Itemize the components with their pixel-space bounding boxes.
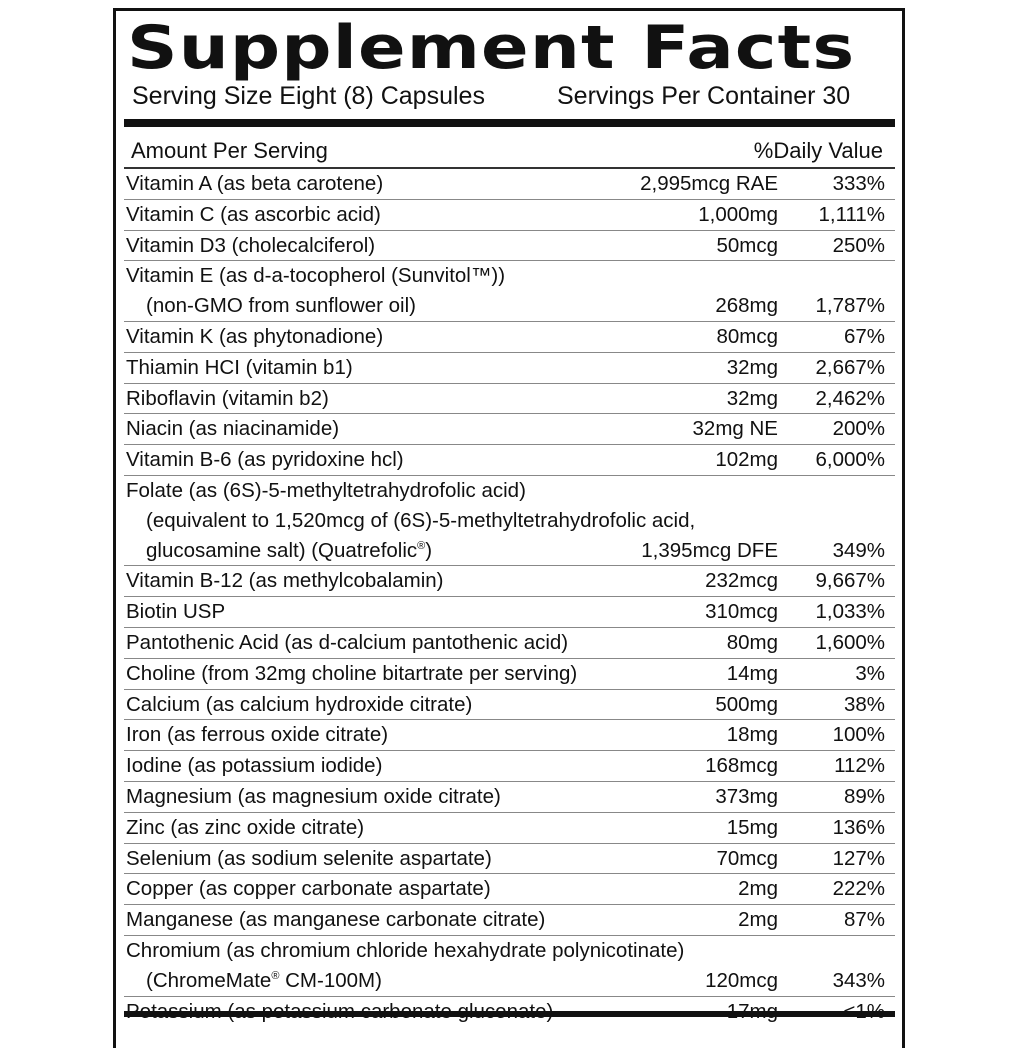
nutrient-daily-value: 222%	[832, 877, 885, 901]
nutrient-daily-value: 333%	[832, 172, 885, 195]
nutrient-daily-value: 67%	[843, 324, 885, 348]
nutrient-name-line	[124, 966, 895, 996]
nutrient-daily-value: 136%	[832, 815, 885, 839]
nutrient-name-line	[124, 782, 895, 812]
nutrient-name: Biotin USP	[126, 600, 226, 624]
top-divider-bar	[124, 119, 895, 127]
nutrient-name: (non-GMO from sunflower oil)	[146, 294, 416, 318]
nutrient-amount: 1,000mg	[698, 202, 778, 226]
nutrient-name-line	[124, 506, 895, 536]
nutrient-name: Vitamin B-6 (as pyridoxine hcl)	[126, 448, 404, 472]
nutrient-daily-value: 343%	[832, 968, 885, 992]
nutrient-amount: 80mcg	[716, 324, 778, 348]
nutrient-daily-value: 38%	[843, 692, 885, 716]
nutrient-daily-value: 89%	[843, 784, 885, 808]
nutrient-daily-value: 100%	[832, 723, 885, 747]
nutrient-amount: 18mg	[726, 723, 778, 747]
nutrient-name-line	[124, 874, 895, 904]
nutrient-amount: 1,395mcg DFE	[641, 538, 778, 562]
nutrient-name-line	[124, 322, 895, 352]
nutrient-name-line	[124, 231, 895, 261]
nutrient-name-line	[124, 476, 895, 506]
nutrient-name-line	[124, 261, 895, 291]
nutrient-daily-value: 87%	[843, 908, 885, 932]
nutrient-amount: 32mg	[726, 386, 778, 410]
nutrient-row	[124, 566, 895, 597]
nutrient-name: Riboflavin (vitamin b2)	[126, 386, 329, 410]
nutrient-name-line	[124, 169, 895, 199]
nutrient-name-line	[124, 200, 895, 230]
nutrient-name: Chromium (as chromium chloride hexahydrate polynicotinate)	[126, 938, 685, 962]
nutrient-name-line	[124, 445, 895, 475]
bottom-divider-bar	[124, 1011, 895, 1017]
nutrient-amount: 15mg	[726, 815, 778, 839]
nutrient-name-line	[124, 597, 895, 627]
nutrient-name: Thiamin HCI (vitamin b1)	[126, 355, 353, 379]
nutrient-name-line	[124, 536, 895, 566]
nutrient-row	[124, 200, 895, 231]
nutrient-amount: 2mg	[738, 908, 778, 932]
nutrient-name-line	[124, 566, 895, 596]
nutrient-row	[124, 353, 895, 384]
nutrient-name: Choline (from 32mg choline bitartrate per serving)	[126, 661, 578, 685]
nutrient-amount: 500mg	[715, 692, 778, 716]
nutrient-row	[124, 384, 895, 415]
serving-size: Serving Size Eight (8) Capsules	[132, 82, 485, 110]
nutrient-row	[124, 690, 895, 721]
nutrient-name-line	[124, 628, 895, 658]
nutrient-daily-value: 127%	[832, 846, 885, 870]
nutrient-name: Niacin (as niacinamide)	[126, 417, 340, 441]
nutrient-amount: 168mcg	[705, 754, 778, 778]
nutrient-name: glucosamine salt) (Quatrefolic®)	[146, 538, 433, 562]
nutrient-row	[124, 445, 895, 476]
nutrient-daily-value: 1,033%	[815, 600, 885, 624]
nutrient-daily-value: 1,787%	[815, 294, 885, 318]
nutrient-row	[124, 874, 895, 905]
nutrient-amount: 50mcg	[716, 233, 778, 257]
nutrient-name: Iodine (as potassium iodide)	[126, 754, 383, 778]
nutrient-name: Calcium (as calcium hydroxide citrate)	[126, 692, 473, 716]
nutrient-name: Vitamin A (as beta carotene)	[126, 172, 384, 195]
nutrient-daily-value: 200%	[832, 417, 885, 441]
nutrient-amount: 2,995mcg RAE	[640, 172, 778, 195]
nutrient-name-line	[124, 659, 895, 689]
nutrient-name: Vitamin K (as phytonadione)	[126, 324, 384, 348]
nutrient-name: Folate (as (6S)-5-methyltetrahydrofolic acid)	[126, 478, 526, 502]
nutrient-name-line	[124, 690, 895, 720]
nutrient-row	[124, 322, 895, 353]
servings-per-container: Servings Per Container 30	[557, 82, 851, 110]
panel-title: Supplement Facts	[127, 13, 856, 83]
nutrient-amount: 373mg	[715, 784, 778, 808]
nutrient-row	[124, 414, 895, 445]
nutrient-row	[124, 751, 895, 782]
nutrient-daily-value: 1,600%	[815, 630, 885, 654]
nutrient-name-line	[124, 751, 895, 781]
nutrient-amount: 268mg	[715, 294, 778, 318]
nutrient-amount: 120mcg	[705, 968, 778, 992]
nutrient-row	[124, 628, 895, 659]
nutrient-daily-value: 3%	[855, 661, 885, 685]
nutrient-name: Iron (as ferrous oxide citrate)	[126, 723, 389, 747]
nutrient-row	[124, 659, 895, 690]
nutrient-name-line	[124, 720, 895, 750]
nutrient-daily-value: 9,667%	[815, 569, 885, 593]
nutrient-amount: 102mg	[715, 448, 778, 472]
nutrient-name: Copper (as copper carbonate aspartate)	[126, 877, 491, 901]
nutrient-name: Vitamin E (as d-a-tocopherol (Sunvitol™))	[126, 264, 506, 288]
nutrient-name-line	[124, 936, 895, 966]
nutrient-name-line	[124, 384, 895, 414]
nutrient-amount: 232mcg	[705, 569, 778, 593]
amount-per-serving-header: Amount Per Serving	[131, 138, 328, 163]
nutrient-name-line	[124, 414, 895, 444]
nutrient-daily-value: 2,462%	[815, 386, 885, 410]
nutrient-amount: 32mg	[726, 355, 778, 379]
table-header	[124, 135, 895, 169]
nutrient-name: Vitamin D3 (cholecalciferol)	[126, 233, 376, 257]
nutrient-row	[124, 905, 895, 936]
nutrient-daily-value: 112%	[834, 754, 885, 778]
nutrient-name: (equivalent to 1,520mcg of (6S)-5-methyltetrahydrofolic acid,	[146, 508, 696, 532]
nutrient-name: Pantothenic Acid (as d-calcium pantothenic acid)	[126, 630, 569, 654]
nutrient-row	[124, 936, 895, 997]
nutrient-name-line	[124, 291, 895, 321]
nutrient-name: Manganese (as manganese carbonate citrate)	[126, 908, 546, 932]
nutrient-name: Zinc (as zinc oxide citrate)	[126, 815, 365, 839]
nutrient-daily-value: 6,000%	[815, 448, 885, 472]
serving-info	[132, 80, 851, 112]
nutrient-name: Vitamin B-12 (as methylcobalamin)	[126, 569, 444, 593]
nutrient-row	[124, 231, 895, 262]
nutrient-name-line	[124, 813, 895, 843]
nutrient-name-line	[124, 844, 895, 874]
nutrient-name: Magnesium (as magnesium oxide citrate)	[126, 784, 501, 808]
nutrient-row	[124, 782, 895, 813]
nutrient-daily-value: 349%	[832, 538, 885, 562]
nutrient-name: Vitamin C (as ascorbic acid)	[126, 202, 381, 226]
nutrient-amount: 310mcg	[705, 600, 778, 624]
nutrient-name-line	[124, 905, 895, 935]
nutrient-row	[124, 476, 895, 566]
nutrient-name: Selenium (as sodium selenite aspartate)	[126, 846, 492, 870]
nutrient-name-line	[124, 353, 895, 383]
nutrient-daily-value: 250%	[832, 233, 885, 257]
nutrient-amount: 32mg NE	[692, 417, 778, 441]
nutrient-table	[124, 169, 895, 1026]
daily-value-header: %Daily Value	[753, 138, 883, 163]
nutrient-row	[124, 720, 895, 751]
nutrient-name: (ChromeMate® CM-100M)	[146, 968, 382, 992]
nutrient-daily-value: 1,111%	[818, 202, 885, 226]
nutrient-row	[124, 169, 895, 200]
nutrient-amount: 70mcg	[716, 846, 778, 870]
nutrient-row	[124, 844, 895, 875]
nutrient-daily-value: 2,667%	[815, 355, 885, 379]
nutrient-amount: 2mg	[738, 877, 778, 901]
nutrient-row	[124, 813, 895, 844]
nutrient-row	[124, 261, 895, 322]
nutrient-row	[124, 597, 895, 628]
nutrient-amount: 14mg	[726, 661, 778, 685]
nutrient-amount: 80mg	[726, 630, 778, 654]
